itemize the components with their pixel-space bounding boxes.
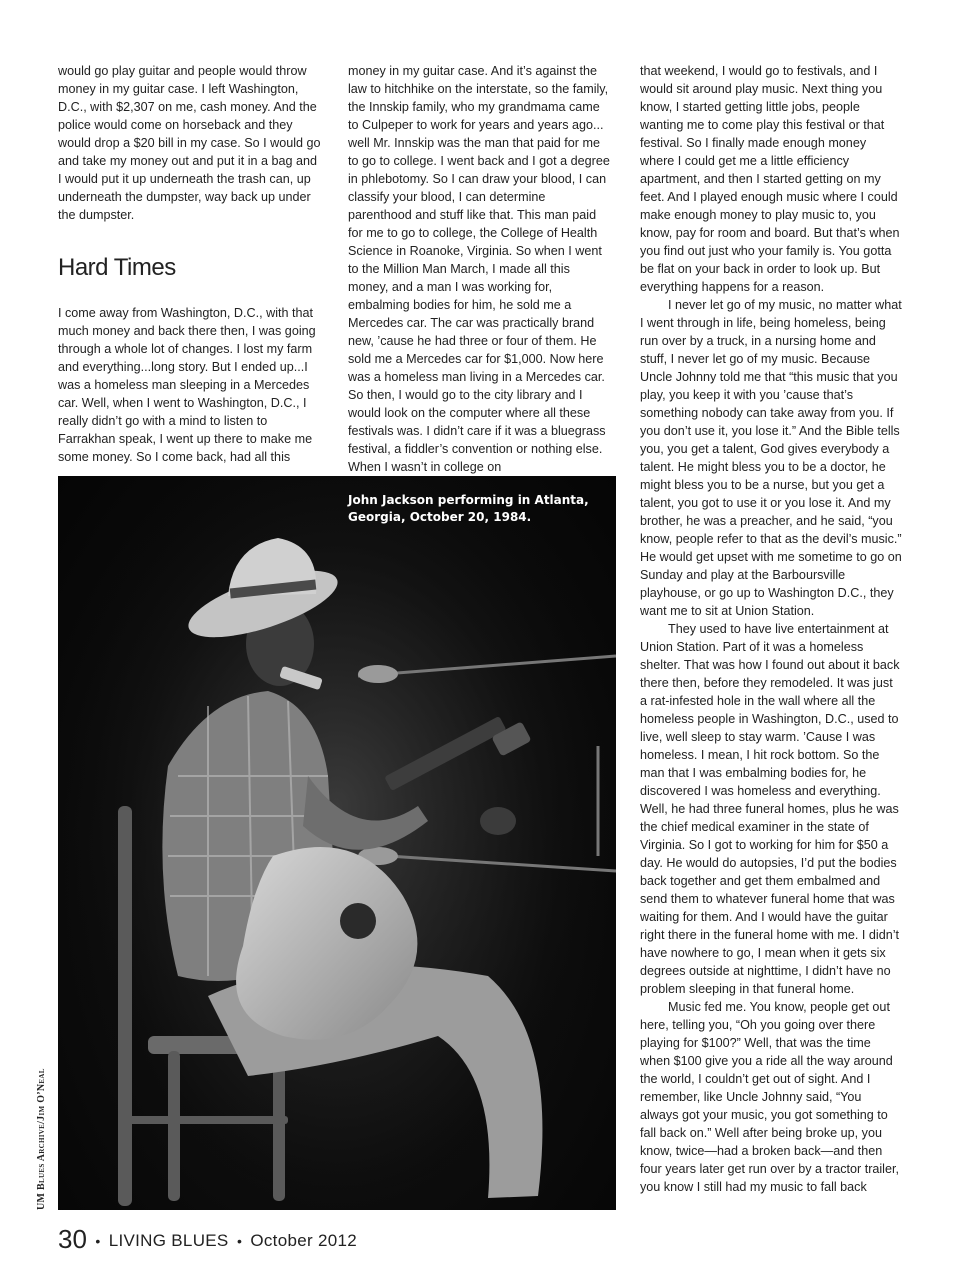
issue-date: October 2012	[250, 1231, 357, 1250]
page-number: 30	[58, 1224, 87, 1254]
paragraph: money in my guitar case. And it’s against the law to hitchhike on the interstate, so the family, the Innskip family, who my grandmama came to Culpeper to work for years and years ago... well Mr. Innskip was the man that paid for me to go to college. I went back and I got a degree in phlebotomy. So I can draw your blood, I can classify your blood, I can determine parenthood and stuff like that. This man paid for me to go to college, the College of Health Science in Roanoke, Virginia. So when I went to the Million Man March, I made all this money, and a man I was working for, embalming bodies for him, he sold me a Mercedes car. The car was practically brand new, ’cause he had three or four of them. He sold me a Mercedes car for $1,000. Now here was a homeless man living in a Mercedes car. So then, I would go to the city library and I would look on the computer where all these festivals was. I didn’t care if it was a bluegrass festival, a fiddler’s convention or nothing else. When I wasn’t in college on	[348, 64, 610, 474]
paragraph: Music fed me. You know, people get out here, telling you, “Oh you going over there playing for $100?” Well, that was the time when $100 give you a ride all the way around the world, I couldn’t get out of sight. And I remember, like Uncle Johnny said, “You always got your music, you got something to fall back on.” Well after being broke up, you know, twice—had a broken back—and then four years later get run over by a tractor trailer, you know I still had my music to fall back	[640, 1000, 899, 1194]
photo-illustration	[58, 476, 616, 1210]
publication-name: LIVING BLUES	[108, 1231, 229, 1250]
photo-credit: UM Blues Archive/Jim O’Neal	[36, 1068, 47, 1210]
paragraph: that weekend, I would go to festivals, and I would sit around play music. Next thing you know, I started getting little jobs, people wanting me to come play this festival or that festival. So I finally made enough money where I could get me a little efficiency apartment, and then I started getting on my feet. And I played enough music where I could make enough money to play music to, you know, pay for room and board. But that’s when you find out just who your family is. You gotta be flat on your back in order to look up. But everything happens for a reason.	[640, 64, 900, 294]
section-heading: Hard Times	[58, 254, 176, 281]
text-column-1	[58, 62, 321, 466]
paragraph: I never let go of my music, no matter what I went through in life, being homeless, being run over by a truck, in a nursing home and stuff, I never let go of my music. Because Uncle Johnny told me that “this music that you play, you keep it with you ’cause that’s something nobody can take away from you. If you don’t use it, you lose it.” And the Bible tells you, you get a talent, God gives everybody a talent. He might bless you to be a doctor, he might bless you to be a nurse, but you get a talent, you got to use it or you lose it. And my brother, he was a preacher, and he said, “you know, people refer to that as the devil’s music.” He would get upset with me sometime to go on Sunday and play at the Barboursville playhouse, or go up to Washington D.C., they want me to sit at Union Station.	[640, 298, 902, 618]
paragraph: would go play guitar and people would throw money in my guitar case. I left Washington, D.C., with $2,307 on me, cash money. And the police would come on horseback and they would drop a $20 bill in my case. So I would go and take my money out and put it in a bag and I would put it up underneath the trash can, up underneath the dumpster, way back up under the dumpster.	[58, 64, 321, 222]
performer-photo	[58, 476, 616, 1210]
photo-caption: John Jackson performing in Atlanta, Georgia, October 20, 1984.	[348, 493, 589, 524]
paragraph: I come away from Washington, D.C., with that much money and back there then, I was going through a whole lot of changes. I lost my farm and everything...long story. But I ended up...I was a homeless man sleeping in a Mercedes car. Well, when I went to Washington, D.C., I really didn’t go with a mind to listen to Farrakhan speak, I went up there to make me some money. So I come back, had all this	[58, 306, 316, 464]
bullet-separator: •	[237, 1233, 242, 1249]
bullet-separator: •	[95, 1233, 101, 1249]
paragraph: They used to have live entertainment at Union Station. Part of it was a homeless shelter. That was how I found out about it back there then, before they remodeled. It was just a rat-infested hole in the wall where all the homeless people in Washington, D.C., used to live, well sleep to stay warm. ’Cause I was homeless. I mean, I hit rock bottom. So the man that I was embalming bodies for, he discovered I was homeless and everything. Well, he had three funeral homes, plus he was the chief medical examiner in the state of Virginia. So I got to working for him for $50 a day. He would do autopsies, I’d put the bodies back together and get them embalmed and send them to whatever funeral home that was waiting for them. And I would have the guitar right there in the funeral home with me. I didn’t have nowhere to go, I mean when it gets six degrees outside at nighttime, I didn’t have no problem sleeping in that funeral home.	[640, 622, 900, 996]
text-column-2	[348, 62, 610, 476]
text-column-3	[640, 62, 902, 1196]
page-footer	[58, 1224, 357, 1255]
